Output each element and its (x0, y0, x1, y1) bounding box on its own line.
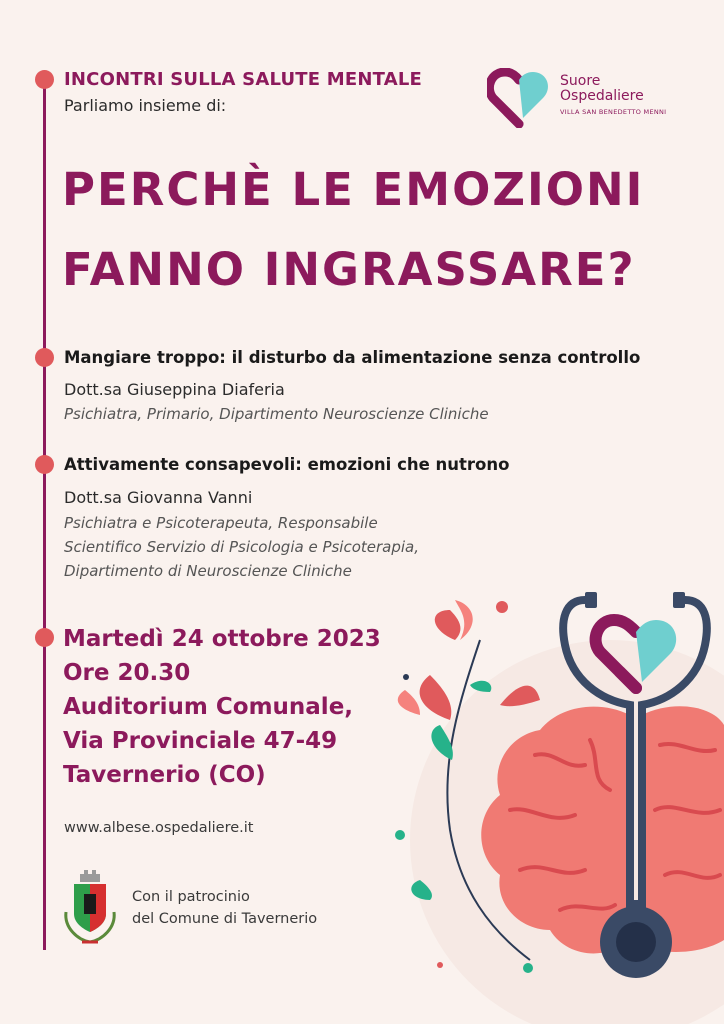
role-line: Dipartimento di Neuroscienze Cliniche (64, 562, 352, 580)
speaker-name: Dott.sa Giovanna Vanni (64, 488, 253, 507)
brain-icon (481, 706, 724, 953)
event-details (63, 622, 381, 792)
timeline-dot (35, 348, 54, 367)
role-line: Psichiatra e Psicoterapeuta, Responsabile (64, 514, 378, 532)
talk-title: Mangiare troppo: il disturbo da alimentazione senza controllo (64, 348, 641, 367)
coat-of-arms-icon (60, 868, 120, 952)
talk-title: Attivamente consapevoli: emozioni che nutrono (64, 455, 510, 474)
illustration (360, 580, 724, 1024)
timeline-dot (35, 70, 54, 89)
logo (487, 68, 551, 132)
intro-text: Parliamo insieme di: (64, 96, 227, 115)
event-address: Via Provinciale 47-49 (63, 728, 338, 754)
heart-icon (487, 68, 551, 128)
series-title: INCONTRI SULLA SALUTE MENTALE (64, 69, 422, 90)
logo-line1: Suore (560, 73, 601, 89)
logo-text (560, 74, 666, 116)
speaker-name: Dott.sa Giuseppina Diaferia (64, 380, 285, 399)
main-title-line1: PERCHÈ LE EMOZIONI (62, 163, 645, 216)
role-line: Psichiatra, Primario, Dipartimento Neuroscienze Cliniche (64, 405, 489, 423)
patronage-line2: del Comune di Tavernerio (132, 911, 318, 927)
event-city: Tavernerio (CO) (63, 762, 266, 788)
event-venue: Auditorium Comunale, (63, 694, 354, 720)
website-link[interactable]: www.albese.ospedaliere.it (64, 820, 254, 836)
patronage-line1: Con il patrocinio (132, 889, 250, 905)
role-line: Scientifico Servizio di Psicologia e Psicoterapia, (64, 538, 420, 556)
timeline-dot (35, 455, 54, 474)
timeline-line (43, 80, 46, 950)
patronage-text (132, 886, 317, 930)
logo-line2: Ospedaliere (560, 88, 644, 104)
speaker-role (64, 402, 534, 426)
logo-line3: VILLA SAN BENEDETTO MENNI (560, 108, 667, 116)
event-date: Martedì 24 ottobre 2023 (63, 626, 381, 652)
event-time: Ore 20.30 (63, 660, 191, 686)
main-title-line2: FANNO INGRASSARE? (62, 243, 636, 296)
speaker-role (64, 511, 534, 583)
timeline-dot (35, 628, 54, 647)
